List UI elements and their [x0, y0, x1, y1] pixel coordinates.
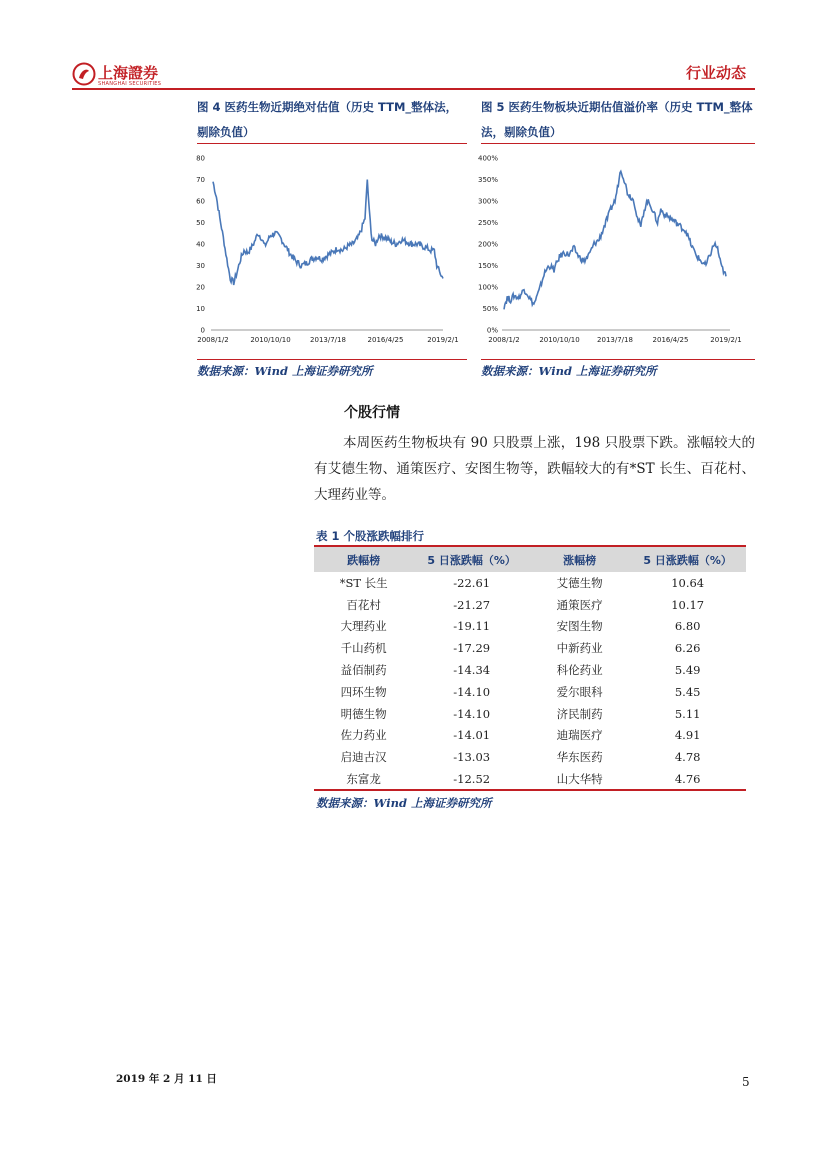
- x-tick-label: 2008/1/2: [197, 336, 229, 344]
- table-source: 数据来源：Wind 上海证券研究所: [316, 796, 492, 810]
- loser-name: 百花村: [346, 597, 381, 612]
- figure-5-top-rule: [481, 143, 755, 144]
- y-tick-label: 250%: [478, 219, 498, 227]
- gainer-change: 10.64: [671, 575, 705, 590]
- table-bottom-rule: [314, 789, 746, 791]
- loser-change: -13.03: [453, 750, 491, 765]
- table-row: [314, 637, 746, 659]
- y-tick-label: 60: [196, 197, 205, 206]
- gainer-name: 爱尔眼科: [556, 684, 603, 699]
- loser-name: 益佰制药: [340, 663, 387, 678]
- table-row: [314, 725, 746, 747]
- figure-5-line-chart: [478, 150, 756, 350]
- table-row: [314, 768, 746, 790]
- figure-5-y-axis-ticks: [478, 155, 498, 335]
- gainer-name: 艾德生物: [556, 575, 603, 590]
- loser-name: 大理药业: [340, 619, 387, 634]
- stock-movers-table: [314, 547, 746, 790]
- loser-name: 千山药机: [340, 641, 387, 656]
- table-row: [314, 681, 746, 703]
- loser-name: 东富龙: [346, 772, 381, 787]
- y-tick-label: 150%: [478, 262, 498, 270]
- x-tick-label: 2010/10/10: [539, 336, 580, 344]
- table-caption: 表 1 个股涨跌幅排行: [316, 529, 425, 543]
- loser-change: -14.10: [453, 684, 491, 699]
- figure-4-top-rule: [197, 143, 467, 144]
- figure-5-series-line: [504, 171, 726, 309]
- gainer-name: 迪瑞医疗: [556, 728, 603, 743]
- loser-change: -14.34: [453, 663, 491, 678]
- x-tick-label: 2010/10/10: [250, 336, 291, 344]
- loser-change: -12.52: [453, 772, 491, 787]
- y-tick-label: 10: [196, 305, 205, 313]
- loser-change: -14.10: [453, 706, 491, 721]
- gainer-name: 科伦药业: [556, 663, 603, 678]
- figure-4-y-axis-ticks: [196, 155, 205, 335]
- logo-text: 上海證券: [98, 64, 159, 82]
- figure-4-x-axis-ticks: [197, 336, 458, 344]
- gainer-change: 4.78: [674, 750, 701, 765]
- y-tick-label: 20: [196, 283, 205, 292]
- figure-4-series-line: [213, 180, 443, 286]
- header-divider: [72, 88, 755, 90]
- figure-4-source: 数据来源：Wind 上海证券研究所: [197, 364, 373, 378]
- table-row: [314, 703, 746, 725]
- header-losers: 跌幅榜: [314, 547, 413, 572]
- gainer-name: 华东医药: [556, 750, 603, 765]
- gainer-change: 6.80: [674, 619, 701, 634]
- section-title: 个股行情: [344, 405, 400, 421]
- loser-change: -19.11: [453, 619, 491, 634]
- table-header-row: [314, 547, 746, 572]
- y-tick-label: 50%: [482, 305, 498, 313]
- table-row: [314, 594, 746, 616]
- header-gainers-change: 5 日涨跌幅（%）: [629, 547, 746, 572]
- gainer-change: 10.17: [671, 597, 705, 612]
- x-tick-label: 2019/2/1: [710, 336, 742, 344]
- figure-4-line-chart: [193, 150, 467, 350]
- y-tick-label: 400%: [478, 154, 498, 163]
- y-tick-label: 350%: [478, 176, 498, 184]
- loser-change: -17.29: [453, 641, 491, 656]
- x-tick-label: 2013/7/18: [310, 336, 346, 344]
- figure-4-bottom-rule: [197, 359, 467, 360]
- y-tick-label: 200%: [478, 240, 498, 249]
- x-tick-label: 2016/4/25: [367, 336, 404, 344]
- y-tick-label: 30: [196, 262, 205, 270]
- figure-5-bottom-rule: [481, 359, 755, 360]
- loser-name: 明德生物: [340, 706, 387, 721]
- gainer-name: 通策医疗: [556, 597, 603, 612]
- loser-name: 四环生物: [340, 684, 387, 699]
- x-tick-label: 2013/7/18: [597, 336, 633, 344]
- loser-name: 佐力药业: [340, 728, 387, 743]
- gainer-name: 安图生物: [556, 619, 603, 634]
- logo-emblem-icon: [72, 62, 96, 86]
- x-tick-label: 2019/2/1: [427, 336, 459, 344]
- y-tick-label: 70: [196, 176, 205, 184]
- loser-change: -22.61: [453, 575, 491, 590]
- gainer-name: 中新药业: [556, 641, 603, 656]
- y-tick-label: 50: [196, 219, 205, 227]
- gainer-change: 5.11: [674, 706, 701, 721]
- gainer-change: 6.26: [674, 641, 701, 656]
- y-tick-label: 40: [196, 240, 205, 249]
- x-tick-label: 2008/1/2: [488, 336, 520, 344]
- gainer-name: 济民制药: [556, 706, 603, 721]
- table-row: [314, 616, 746, 638]
- loser-change: -14.01: [453, 728, 491, 743]
- table-row: [314, 572, 746, 594]
- y-tick-label: 300%: [478, 197, 498, 206]
- loser-name: 启迪古汉: [340, 750, 387, 765]
- figure-5-x-axis-ticks: [488, 336, 741, 344]
- y-tick-label: 100%: [478, 283, 498, 292]
- loser-change: -21.27: [453, 597, 491, 612]
- gainer-change: 4.76: [674, 772, 701, 787]
- report-category: 行业动态: [685, 64, 746, 82]
- loser-name: *ST 长生: [339, 575, 388, 590]
- section-paragraph: 本周医药生物板块有 90 只股票上涨，198 只股票下跌。涨幅较大的有艾德生物、通策医疗、安图生物等，跌幅较大的有*ST 长生、百花村、大理药业等。: [314, 435, 755, 503]
- figure-4-caption: 图 4 医药生物近期绝对估值（历史 TTM_整体法，剔除负值）: [197, 100, 458, 139]
- page-number: 5: [742, 1075, 750, 1089]
- report-date: 2019 年 2 月 11 日: [116, 1073, 217, 1085]
- gainer-change: 5.49: [674, 663, 701, 678]
- gainer-name: 山大华特: [556, 772, 603, 787]
- header-gainers: 涨幅榜: [530, 547, 629, 572]
- figure-5-source: 数据来源：Wind 上海证券研究所: [481, 364, 657, 378]
- x-tick-label: 2016/4/25: [652, 336, 689, 344]
- y-tick-label: 0: [200, 326, 205, 335]
- gainer-change: 4.91: [674, 728, 701, 743]
- y-tick-label: 80: [196, 154, 205, 163]
- gainer-change: 5.45: [674, 684, 701, 699]
- header-losers-change: 5 日涨跌幅（%）: [413, 547, 530, 572]
- table-row: [314, 746, 746, 768]
- table-row: [314, 659, 746, 681]
- y-tick-label: 0%: [486, 326, 498, 335]
- logo-subtext: SHANGHAI SECURITIES: [98, 81, 162, 87]
- figure-5-caption: 图 5 医药生物板块近期估值溢价率（历史 TTM_整体法，剔除负值）: [481, 100, 753, 139]
